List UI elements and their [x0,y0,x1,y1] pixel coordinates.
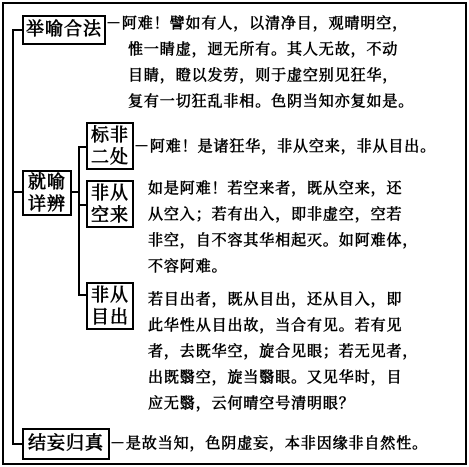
sub-trunk-line [78,146,80,296]
text-top [106,10,414,114]
text-line: 若目出者，既从目出，还从目入，即 [148,290,403,308]
label-middle-line: 就喻 [28,172,66,193]
main-trunk-line [12,29,14,444]
text-line: 惟一睛虚，迥无所有。其人无故，不动 [128,40,399,58]
label-top: 举喻合法 [26,19,102,40]
label-sub2-line: 非从 [91,183,129,204]
label-box-sub1 [86,122,134,170]
label-sub2-line: 空来 [91,205,129,226]
connector-middle [12,191,22,193]
text-sub2 [148,175,418,279]
text-line: －阿难！是诸狂华，非从空来，非从目出。 [134,137,437,155]
text-line: 不容阿难。 [148,257,228,275]
connector-top [12,29,22,31]
text-line: 目睛，瞪以发劳，则于虚空别见狂华， [128,66,399,84]
label-sub3-line: 目出 [91,307,129,328]
text-line: 非空，自不容其华相起灭。如阿难体， [148,231,419,249]
text-line: 复有一切狂乱非相。色阴当知亦复如是。 [128,92,415,110]
label-box-bottom [22,428,110,460]
connector-bottom [12,443,22,445]
label-box-sub2 [86,180,134,228]
label-box-sub3 [86,282,134,330]
text-line: 出既翳空，旋当翳眼。又见华时，目 [148,368,403,386]
text-line: －阿难！譬如有人，以清净目，观晴明空， [106,14,409,32]
text-sub3 [148,286,418,416]
connector-sub3 [78,294,86,296]
text-bottom [110,430,428,456]
label-middle-line: 详辨 [28,194,66,215]
connector-sub2 [78,204,86,206]
text-line: 如是阿难！若空来者，既从空来，还 [148,179,403,197]
text-line: 应无翳，云何晴空号清明眼？ [148,394,355,412]
text-line: 者，去既华空，旋合见眼；若无见者， [148,342,419,360]
label-box-middle [22,170,72,216]
label-bottom: 结妄归真 [28,433,104,454]
label-sub1-line: 标非 [91,125,129,146]
text-line: 此华性从目出故，当合有见。若有见 [148,316,403,334]
label-sub1-line: 二处 [91,147,129,168]
label-box-top [22,15,106,45]
connector-sub1 [78,146,86,148]
text-line: －是故当知，色阴虚妄，本非因缘非自然性。 [110,434,429,452]
text-line: 从空入；若有出入，即非虚空，空若 [148,205,403,223]
text-sub1 [134,133,436,159]
label-sub3-line: 非从 [91,285,129,306]
